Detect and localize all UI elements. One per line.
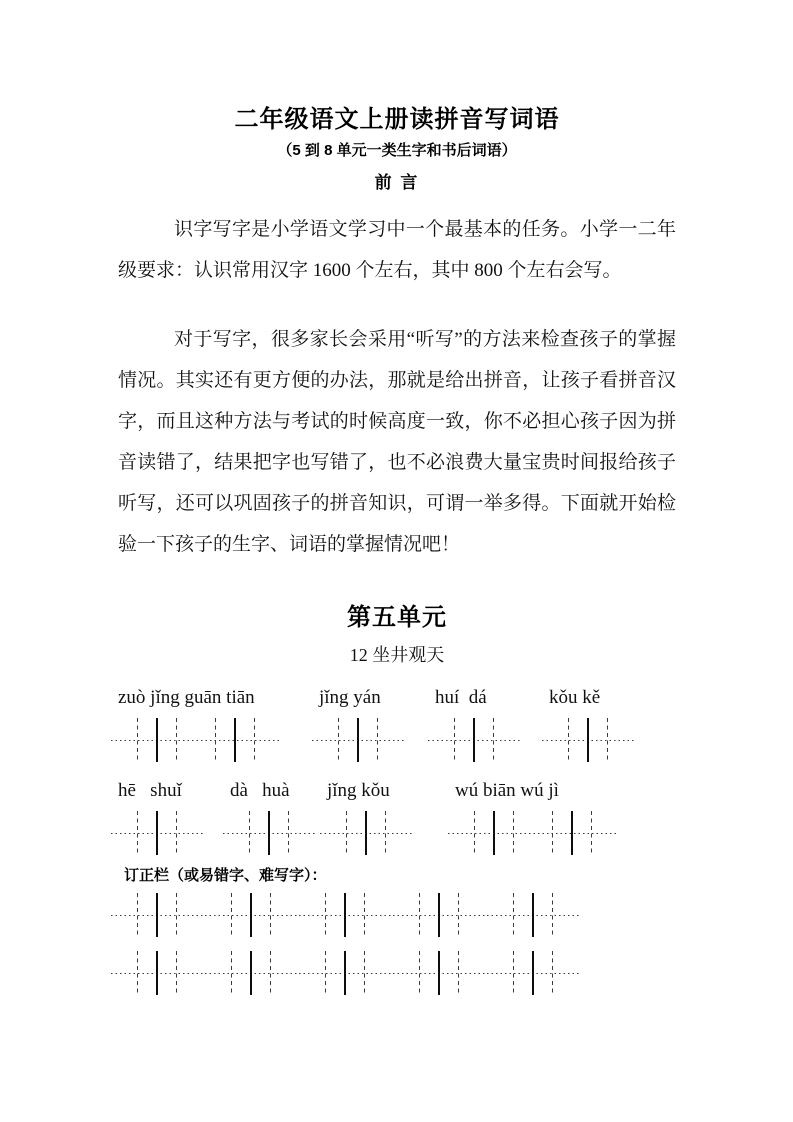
writing-cell [251,951,290,995]
writing-cell [212,893,251,937]
writing-cell [319,718,358,762]
writing-cell [400,951,439,995]
preface-paragraph-1: 识字写字是小学语文学习中一个最基本的任务。小学一二年级要求：认识常用汉字 1600 个左右，其中 800 个左右会写。 [118,219,676,281]
writing-grid [400,893,478,937]
writing-grid [400,951,478,995]
correction-grid-row-1 [0,893,793,937]
page-subtitle: （5 到 8 单元一类生字和书后词语） [277,142,517,159]
writing-grid [118,893,196,937]
writing-grid [494,951,572,995]
writing-cell [494,893,533,937]
writing-grid [306,893,384,937]
writing-cell [230,811,269,855]
writing-cell [118,893,157,937]
word-unit [327,779,405,855]
writing-grid [118,811,196,855]
writing-cell [533,893,572,937]
preface-heading: 前 言 [374,173,420,192]
writing-cell [494,951,533,995]
writing-cell [400,893,439,937]
word-unit [435,686,513,762]
writing-grid [212,951,290,995]
writing-grid [494,893,572,937]
word-unit [549,686,627,762]
writing-grid [435,718,513,762]
pinyin-word: zuò jǐng guān tiān [118,687,255,708]
writing-cell [345,951,384,995]
writing-cell [345,893,384,937]
pinyin-word: dà huà [230,780,290,801]
writing-grid [549,718,627,762]
writing-cell [251,893,290,937]
word-unit [230,779,308,855]
writing-cell [212,951,251,995]
word-unit [319,686,397,762]
correction-label: 订正栏（或易错字、难写字）： [124,867,327,884]
writing-cell [474,718,513,762]
writing-cell [306,951,345,995]
writing-cell [549,718,588,762]
writing-cell [157,811,196,855]
pinyin-word-row-1 [0,686,793,768]
writing-cell [269,811,308,855]
preface-paragraph-2: 对于写字，很多家长会采用“听写”的方法来检查孩子的掌握情况。其实还有更方便的办法，那就是给出拼音，让孩子看拼音汉字，而且这种方法与考试的时候高度一致，你不必担心孩子因为拼音读错了，结果把字也写错了，也不必浪费大量宝贵时间报给孩子听写，还可以巩固孩子的拼音知识，可谓一举多得。下面就开始检验一下孩子的生字、词语的掌握情况吧！ [118,329,676,555]
pinyin-word: wú biān wú jì [455,780,559,801]
pinyin-word-row-2 [0,779,793,861]
writing-cell [157,951,196,995]
writing-cell [455,811,494,855]
writing-cell [157,893,196,937]
lesson-title: 12 坐井观天 [349,645,445,665]
writing-cell [439,951,478,995]
pinyin-word: hē shuǐ [118,780,182,801]
page-title: 二年级语文上册读拼音写词语 [234,106,560,133]
word-unit [455,779,611,855]
writing-cell [588,718,627,762]
unit-heading: 第五单元 [347,604,447,631]
pinyin-word: huí dá [435,687,487,708]
writing-grid [118,718,274,762]
pinyin-word: jǐng yán [319,687,381,708]
writing-cell [435,718,474,762]
writing-grid [306,951,384,995]
writing-cell [494,811,533,855]
writing-cell [118,951,157,995]
writing-cell [533,811,572,855]
writing-grid [118,951,196,995]
writing-grid [327,811,405,855]
writing-grid [230,811,308,855]
pinyin-word: kǒu kě [549,687,601,708]
writing-cell [196,718,235,762]
writing-cell [366,811,405,855]
pinyin-word: jǐng kǒu [327,780,390,801]
writing-grid [212,893,290,937]
word-unit [118,779,196,855]
writing-grid [319,718,397,762]
correction-grid-row-2 [0,951,793,995]
writing-cell [118,811,157,855]
writing-cell [533,951,572,995]
writing-cell [572,811,611,855]
word-unit [118,686,274,762]
writing-grid [455,811,611,855]
writing-cell [439,893,478,937]
writing-cell [306,893,345,937]
writing-cell [358,718,397,762]
writing-cell [118,718,157,762]
writing-cell [327,811,366,855]
writing-cell [235,718,274,762]
writing-cell [157,718,196,762]
